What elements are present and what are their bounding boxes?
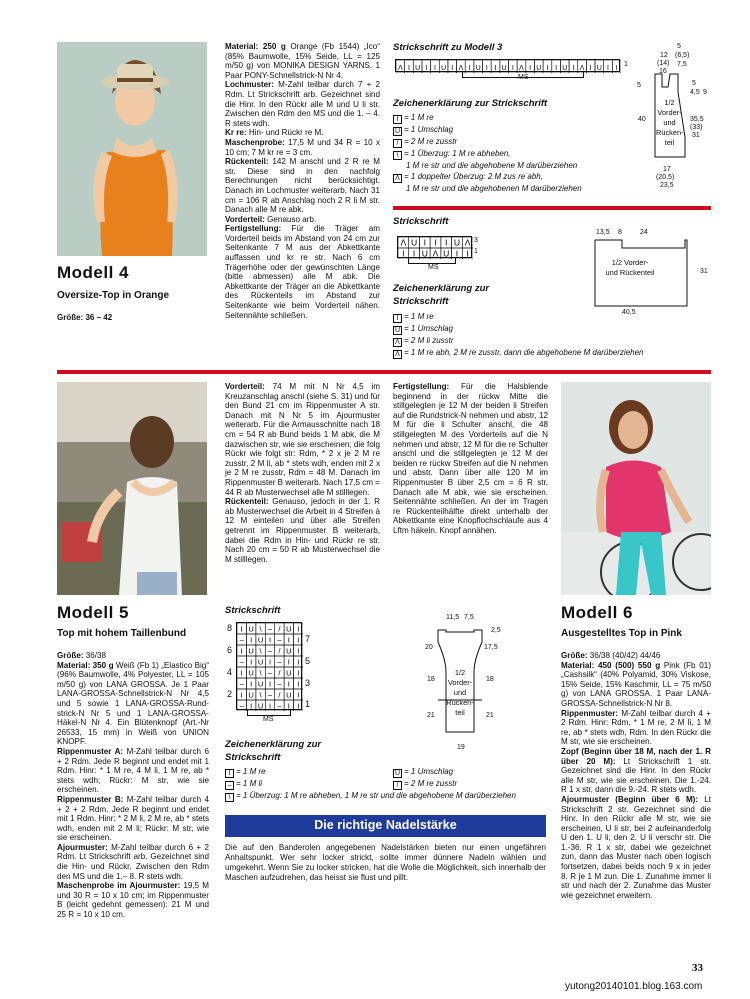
schema-dim: 18 — [486, 676, 494, 683]
instruction-paragraph: Rippenmuster B: M-Zahl teilbar durch 4 + 2 + 2 Rdm. Jede R beginnt und endet mit 1 Rdm. Hinr: * 2 M li, 2 M re, ab * stets wdh, enden mit 2 M li; Rückr: M str, wie sie erscheinen. — [57, 794, 209, 843]
chart-symbol: I — [511, 65, 514, 73]
modell-3-legend-title: Zeichenerklärung zur Strickschrift — [393, 98, 548, 109]
instruction-paragraph: Rückenteil: Genauso, jedoch in der 1. R ab Musterwechsel die Arbeit in 4 Streifen à 12 M einteilen und über alle Streifen getrennt im Rippenmuster B weiterarb, dabei die Rdm in Hin- und Rückr re str. Nach 20 cm = 50 R ab Musterwechsel die M stilllegen. — [225, 497, 380, 564]
chart-row: 4 — [227, 667, 233, 677]
chart-symbol: – — [267, 668, 273, 678]
schema-label: 1/2 Vorder- und Rücken- teil — [656, 98, 684, 147]
chart-row: 1 — [474, 248, 478, 255]
modell-4-subtitle: Oversize-Top in Orange — [57, 290, 170, 301]
schema-dim: 18 — [427, 676, 435, 683]
photo-modell-5 — [57, 382, 207, 595]
schema-dim: 40 — [638, 116, 646, 123]
chart-symbol: I — [412, 248, 416, 259]
instruction-paragraph: Größe: 36/38 — [57, 651, 107, 660]
legend-item: U = 1 Umschlag — [394, 767, 454, 777]
legend-item: \ = 1 Überzug: 1 M re abheben, — [393, 148, 623, 160]
chart-symbol: I — [240, 624, 243, 634]
chart-symbol: Λ — [398, 65, 403, 73]
instruction-paragraph: Ajourmuster: M-Zahl teilbar durch 6 + 2 Rdm. Lt Strickschrift arb. Gezeichnet sind die Hin- und Rückr. Zwischen den Rdm den MS und die 1.– 8. R stets wdh. — [57, 842, 209, 881]
schema-dim: (14) — [657, 60, 670, 67]
chart-symbol: I — [240, 646, 243, 656]
legend-item: U = 1 Umschlag — [394, 324, 454, 334]
yarn-over-icon: U — [394, 128, 401, 135]
chart-symbol: – — [277, 679, 282, 689]
chart-symbol: – — [239, 701, 244, 711]
chart-symbol: I — [268, 679, 272, 689]
chart-symbol: U — [286, 690, 292, 700]
instruction-paragraph: Maschenprobe: 17,5 M und 34 R = 10 x 10 cm; 7 M kr re = 3 cm. — [225, 137, 380, 157]
knit-stitch-icon: I — [225, 769, 234, 778]
instruction-paragraph: Material: 250 g Orange (Fb 1544) „Ico“ (85% Baumwolle, 15% Seide, LL = 125 m/50 g) von MONIKA DESIGN YARNS. 1 Paar PONY-Schnellstrick-N Nr 4. — [225, 42, 380, 80]
chart-symbol: Λ — [579, 65, 585, 73]
chart-symbol: I — [451, 65, 454, 73]
divider-red — [393, 206, 711, 210]
legend-item: I = 1 M re — [225, 766, 545, 778]
schema-dim: 7,5 — [464, 614, 474, 621]
chart-symbol: Λ — [464, 237, 471, 248]
chart-symbol: I — [529, 65, 532, 73]
chart-symbol: I — [287, 701, 290, 711]
legend-item: U = 1 Umschlag — [394, 125, 454, 135]
instruction-paragraph: Kr re: Hin- und Rückr re M. — [225, 128, 324, 138]
schema-dim: 5 — [677, 43, 681, 50]
chart-symbol: – — [239, 679, 244, 689]
chart-symbol: U — [441, 65, 447, 73]
chart-symbol: I — [250, 657, 253, 667]
schema-dim: 17 — [663, 166, 671, 173]
modell-3-legend — [393, 112, 623, 194]
chart-symbol: U — [453, 237, 461, 248]
divider-red-main — [57, 370, 711, 374]
chart-symbol: I — [297, 690, 300, 700]
nadelstaerke-box-text: Die auf den Banderolen angegebenen Nadelstärken bieten nur einen ungefähren Anhaltspunkt. Wer sehr locker strickt, sollte immer dünnere Nadeln wählen und umgekehrt. Wenn Sie zu locker stricken, hat die Wolle die Möglichkeit, sich innerhalb der Maschen aufzudrehen, das heisst sie flust und pillt. — [225, 843, 546, 882]
chart-symbol: U — [257, 657, 264, 667]
modell-5-legend-title: Zeichenerklärung zur Strickschrift — [225, 739, 322, 763]
schema-dim: 13,5 — [596, 229, 610, 236]
knit-stitch-icon: I — [393, 314, 402, 323]
chart-row: 1 — [305, 699, 311, 709]
chart-row: 7 — [305, 634, 311, 644]
chart-symbol: I — [297, 679, 300, 689]
chart-title: Strickschrift — [393, 216, 449, 227]
instruction-paragraph: Fertigstellung: Für die Träger am Vorderteil beids im Abstand von 24 cm zur Seitenkante 7 M aus der Abkettkante auffassen und kr re str. Nach 6 cm Trägerhöhe oder der gewünschten Länge (bitte abmessen) alle M abk. Die Abkettkante der Träger an die Abkettkante des Rückenteils im Abstand zur Seitenkante wie beim Vorderteil nähen. Seitennähte schließen. — [225, 224, 380, 320]
schema-dim: 19 — [457, 744, 465, 751]
schema-dim: 35,5 — [690, 116, 704, 123]
chart-symbol: I — [555, 65, 558, 73]
photo-modell-4 — [57, 42, 207, 256]
modell-5-instructions-3 — [393, 382, 548, 536]
k2tog-icon: / — [393, 781, 402, 790]
chart-symbol: I — [455, 248, 459, 259]
chart-symbol: I — [468, 65, 471, 73]
modell-4-size: Größe: 36 – 42 — [57, 313, 113, 322]
instruction-paragraph: Rückenteil: 142 M anschl und 2 R re M str. Diese sind in den nachfolg Berechnungen nicht berücksichtigt. Danach im Lochmuster weiterarb. Nach 31 cm = 106 R ab Anschlag noch 2 R li M str. Danach alle M re abk. — [225, 157, 380, 215]
chart-symbol: I — [445, 237, 448, 248]
chart-symbol: U — [286, 624, 292, 634]
ssk-icon: \ — [393, 151, 402, 160]
chart-symbol: I — [297, 668, 300, 678]
modell-5-instructions-2 — [225, 382, 380, 564]
chart-symbol: I — [268, 657, 272, 667]
chart-symbol: / — [278, 624, 281, 634]
schema-dim: 2,5 — [491, 627, 501, 634]
legend-item: Λ = 2 M li zusstr — [393, 335, 693, 347]
instruction-paragraph: Größe: 36/38 (40/42) 44/46 — [561, 651, 661, 660]
chart-symbol: Λ — [400, 237, 407, 248]
chart-symbol: Λ — [458, 65, 464, 73]
chart-symbol: – — [267, 646, 273, 656]
schema-dim: 31 — [700, 268, 708, 275]
k2tog-icon: / — [393, 139, 402, 148]
chart-symbol: U — [257, 701, 264, 711]
chart-symbol: I — [250, 635, 253, 645]
chart-symbol: – — [267, 624, 273, 634]
schema-dim: 17,5 — [484, 644, 498, 651]
chart-symbol: I — [287, 679, 290, 689]
yarn-over-icon: U — [394, 770, 401, 777]
double-decrease-icon: Λ — [393, 350, 402, 359]
chart-symbol: I — [572, 65, 575, 73]
schema-dim: 7,5 — [677, 61, 687, 68]
legend-item: – = 1 M li — [225, 778, 545, 790]
chart-symbol: U — [443, 248, 450, 259]
modell-4-instructions — [225, 42, 380, 320]
chart-symbol: I — [425, 65, 428, 73]
chart-symbol: I — [297, 635, 300, 645]
chart-symbol: U — [410, 237, 418, 248]
chart-row: 2 — [227, 689, 233, 699]
modell-3-chart-grid — [395, 59, 620, 72]
modell-5-subtitle: Top mit hohem Taillenbund — [57, 628, 187, 639]
chart-symbol: I — [297, 701, 300, 711]
legend-item: Λ = 1 M re abh, 2 M re zusstr, dann die abgehobene M darüberziehen — [393, 347, 693, 359]
chart-symbol: – — [239, 657, 244, 667]
legend-item: 1 M re str und die abgehobene M darüberziehen — [406, 161, 578, 170]
chart-symbol: U — [501, 65, 507, 73]
schema-dim: 20 — [425, 644, 433, 651]
legend-title: Zeichenerklärung zur Strickschrift — [393, 283, 490, 307]
chart-symbol: – — [277, 657, 282, 667]
chart-symbol: I — [240, 690, 243, 700]
chart-symbol: I — [466, 248, 469, 259]
chart-symbol: U — [248, 624, 254, 634]
schema-dim: 31 — [692, 132, 700, 139]
instruction-paragraph: Fertigstellung: Für die Halsblende beginnend in der rückw Mitte die stillgelegten je 12 M der beiden li Streifen auf die Rundstrick-N nehmen und abstr, 12 M für die li Schulter anschl, die 48 stillgelegten M des Vorderteils auf die N nehmen und abstr, 12 M für die re Schulter anschl und die stillgelegten je 12 M der beiden re rückw Streifen auf die N nehmen und abstr. Dann über alle 120 M im Rippenmuster B über 2,5 cm = 6 R str. Danach alle M abk, wie sie erscheinen. Seitennähte schließen. An der im Tragen re Rückenteilhälfte direkt unterhalb der Abkettkante eine Knopflochschlaufe aus 4 Lftm häkeln. Knopf annähen. — [393, 382, 548, 535]
modell-5-chart-title: Strickschrift — [225, 605, 281, 616]
instruction-paragraph: Lochmuster: M-Zahl teilbar durch 7 + 2 Rdm. Lt Strickschrift arb. Gezeichnet sind die Hinr. In den Rückr alle M und U li str. Zwischen den Rdm den MS und die 1. – 4. R stets wdh. — [225, 80, 380, 128]
chart-row: 3 — [305, 678, 311, 688]
schema-dim: 11,5 — [446, 614, 460, 621]
chart-symbol: – — [267, 690, 273, 700]
modell-3-chart-title: Strickschrift zu Modell 3 — [393, 42, 503, 53]
chart-symbol: / — [278, 668, 281, 678]
schema-label: 1/2 Vorder- und Rückenteil — [605, 258, 655, 277]
chart-symbol: U — [596, 65, 602, 73]
modell-3-chart-ms: MS — [518, 74, 529, 81]
chart-symbol: Λ — [432, 248, 439, 259]
chart-symbol: U — [248, 646, 254, 656]
chart-symbol: \ — [259, 646, 262, 656]
chart-symbol: U — [257, 635, 264, 645]
chart-symbol: \ — [259, 690, 262, 700]
modell-6-subtitle: Ausgestelltes Top in Pink — [561, 628, 682, 639]
chart-ms: MS — [263, 716, 274, 723]
chart-symbol: – — [239, 635, 244, 645]
chart-symbol: / — [278, 690, 281, 700]
legend-item: 1 M re str und die abgehobenen M darüberziehen — [406, 184, 582, 193]
chart-symbol: U — [257, 679, 264, 689]
chart-symbol: I — [402, 248, 405, 259]
schema-dim: 23,5 — [660, 182, 674, 189]
chart-symbol: I — [268, 701, 272, 711]
instruction-paragraph: Rippenmuster A: M-Zahl teilbar durch 6 + 2 Rdm. Jede R beginnt und endet mit 1 Rdm. Hinr: * 1 M re, 4 M li, 1 M re, ab * stets wdh; Rückr: M str, wie sie erscheinen. — [57, 746, 209, 795]
chart-ms: MS — [428, 264, 439, 271]
modell-5-legend-right — [393, 766, 543, 790]
schema-dim: (6,5) — [675, 52, 690, 59]
watermark: yutong20140101.blog.163.com — [565, 981, 703, 992]
modell-5-chart-grid — [236, 622, 302, 710]
chart-symbol: I — [297, 624, 300, 634]
schema-dim: (20,5) — [656, 174, 675, 181]
ssk-icon: \ — [225, 793, 234, 802]
modell-5-instructions — [57, 651, 209, 920]
chart-symbol: I — [485, 65, 488, 73]
chart-symbol: I — [297, 646, 300, 656]
chart-symbol: I — [408, 65, 410, 73]
instruction-paragraph: Material: 450 (500) 550 g Pink (Fb 01) „Cashsilk“ (40% Polyamid, 30% Viskose, 15% Seide, 15% Kaschmir, LL = 75 m/50 g) von LANA GROSSA. 1 Paar LANA-GROSSA-Schnellstrick-N Nr 8. — [561, 660, 711, 708]
chart-symbol: \ — [259, 668, 262, 678]
instruction-paragraph: Vorderteil: 74 M mit N Nr 4,5 im Kreuzanschlag anschl (siehe S. 31) und für den Bund 21 cm im Rippenmuster A str. Danach mit N Nr 5 im Ajourmuster weiterarb. Für die Armausschnitte nach 18 cm = 54 R ab Bund beids 1 M abk, die M dazwischen str, wie sie erscheinen; die folg Rückr wie folgt str: Rdm, * 2 x je 2 M re zusstr, 2 M li, ab * stets wdh, enden mit 2 x je 2 M re zusstr, Rdm = 48 M. Danach im Rippenmuster B weiterarb. Nach 17,5 cm = 44 R ab Musterwechsel alle M stilllegen. — [225, 382, 380, 497]
page-number: 33 — [692, 962, 703, 974]
chart-symbol: Λ — [519, 65, 524, 73]
chart-symbol: I — [250, 701, 253, 711]
chart-symbol: U — [248, 668, 254, 678]
legend-item: I = 1 M re — [393, 112, 623, 124]
purl2tog-icon: Λ — [393, 338, 402, 347]
schema-dim: 9 — [703, 89, 707, 96]
double-decrease-icon: Λ — [393, 174, 402, 183]
chart-symbol: I — [423, 237, 426, 248]
schema-dim: 40,5 — [622, 309, 636, 316]
chart-symbol: I — [589, 65, 592, 73]
legend-item: I = 1 M re — [393, 311, 693, 323]
instruction-paragraph: Material: 350 g Weiß (Fb 1) „Elastico Big“ (96% Baumwolle, 4% Polyester, LL = 105 m/50 g) von LANA GROSSA. Je 1 Paar LANA-GROSSA-Schnellstrick-N Nr 4,5 und 5 sowie 1 LANA-GROSSA-Rund-strick-N Nr 5 und 1 LANA-GROSSA-Häkel-N Nr 4. Ein Blütenknopf (Art.-Nr 26533, 15 mm) in Weiß von UNION KNOPF. — [57, 660, 210, 747]
schema-dim: 5 — [692, 80, 696, 87]
chart-symbol: I — [434, 237, 437, 248]
chart-symbol: U — [421, 248, 428, 259]
knit-stitch-icon: I — [393, 115, 402, 124]
chart-symbol: I — [240, 668, 243, 678]
modell-6-title: Modell 6 — [561, 603, 634, 622]
purl-stitch-icon: – — [225, 781, 234, 790]
chart-row: 5 — [305, 656, 311, 666]
modell-4-title: Modell 4 — [57, 263, 130, 282]
legend-item: \ = 1 Überzug: 1 M re abheben, 1 M re str und die abgehobene M darüberziehen — [225, 790, 545, 802]
chart-symbol: U — [286, 668, 292, 678]
chart-symbol: U — [562, 65, 568, 73]
schema-dim: 12 — [660, 52, 668, 59]
schema-dim: 4,5 — [690, 89, 700, 96]
modell-5-title: Modell 5 — [57, 603, 130, 622]
nadelstaerke-box-title: Die richtige Nadelstärke — [225, 815, 546, 837]
instruction-paragraph: Ajourmuster (Beginn über 6 M): Lt Strickschrift 2 str. Gezeichnet sind die Hinr. In den Rückr alle M str, wie sie erscheinen, U li str, bei 2 aufeinanderfolg U den 1. U li, den 2. U li verschr str. Die 1.-36. R 1 x str, dabei wie gezeichnet zun, dann das Muster nach oben logisch fortsetzen, dabei beids noch 9 x in jeder 8. R je 1 M zun. Die 1. Zunahme immer li str und nach der 2. Zunahme das Muster wie gezeichnet erweitern. — [561, 794, 711, 900]
instruction-paragraph: Zopf (Beginn über 18 M, nach der 1. R über 20 M): Lt Strickschrift 1 str. Gezeichnet sind die Hinr. In den Rückr alle M str, wie sie erscheinen. Die 1.-24. R 1 x str, dann die 9.-24. R stets wdh. — [561, 746, 711, 795]
chart-symbol: U — [415, 65, 421, 73]
chart-grid — [397, 236, 472, 258]
chart-symbol: – — [277, 635, 282, 645]
legend-item: / = 2 M re zusstr — [393, 136, 623, 148]
chart-row: 6 — [227, 645, 233, 655]
schema-dim: 8 — [618, 229, 622, 236]
modell-6-instructions — [561, 651, 711, 900]
legend-item: / = 2 M re zusstr — [393, 778, 543, 790]
chart-symbol: I — [607, 65, 609, 73]
chart-symbol: \ — [259, 624, 262, 634]
chart-symbol: I — [433, 65, 436, 73]
schema-dim: 5 — [637, 82, 641, 89]
legend-item: Λ = 1 doppelter Überzug: 2 M zus re abh, — [393, 171, 623, 183]
schema-dim: (33) — [690, 124, 703, 131]
chart-symbol: U — [286, 646, 292, 656]
instruction-paragraph: Maschenprobe im Ajourmuster: 19,5 M und 30 R = 10 x 10 cm; im Rippenmuster B (leicht gedehnt gemessen): 21 M und 25 R = 10 x 10 cm. — [57, 881, 210, 920]
chart-symbol: U — [248, 690, 254, 700]
modell-3-chart-row: 1 — [624, 61, 628, 68]
chart-symbol: I — [494, 65, 497, 73]
schema-dim: 21 — [486, 712, 494, 719]
chart-symbol: I — [250, 679, 253, 689]
instruction-paragraph: Vorderteil: Genauso arb. — [225, 214, 317, 224]
schema-dim: 21 — [427, 712, 435, 719]
chart-symbol: I — [268, 635, 272, 645]
chart-symbol: / — [278, 646, 281, 656]
schema-dim: 16 — [659, 68, 667, 75]
instruction-paragraph: Rippenmuster: M-Zahl teilbar durch 4 + 2 Rdm. Hinr: Rdm, * 1 M re, 2 M li, 1 M re, ab * stets wdh, Rdm. In den Rückr die M str, wie sie erscheinen. — [561, 708, 711, 747]
chart-row: 3 — [474, 237, 478, 244]
chart-symbol: U — [536, 65, 542, 73]
chart-symbol: I — [546, 65, 549, 73]
schema-label: 1/2 Vorder- und Rücken- teil — [446, 668, 474, 717]
chart-symbol: – — [277, 701, 282, 711]
schema-dim: 24 — [640, 229, 648, 236]
chart-symbol: I — [287, 657, 290, 667]
yarn-over-icon: U — [394, 327, 401, 334]
chart-symbol: I — [287, 635, 290, 645]
chart-symbol: U — [475, 65, 481, 73]
photo-modell-6 — [561, 382, 711, 595]
chart-row: 8 — [227, 623, 233, 633]
chart-symbol: I — [615, 65, 618, 73]
legend — [393, 311, 693, 359]
chart-symbol: I — [297, 657, 300, 667]
